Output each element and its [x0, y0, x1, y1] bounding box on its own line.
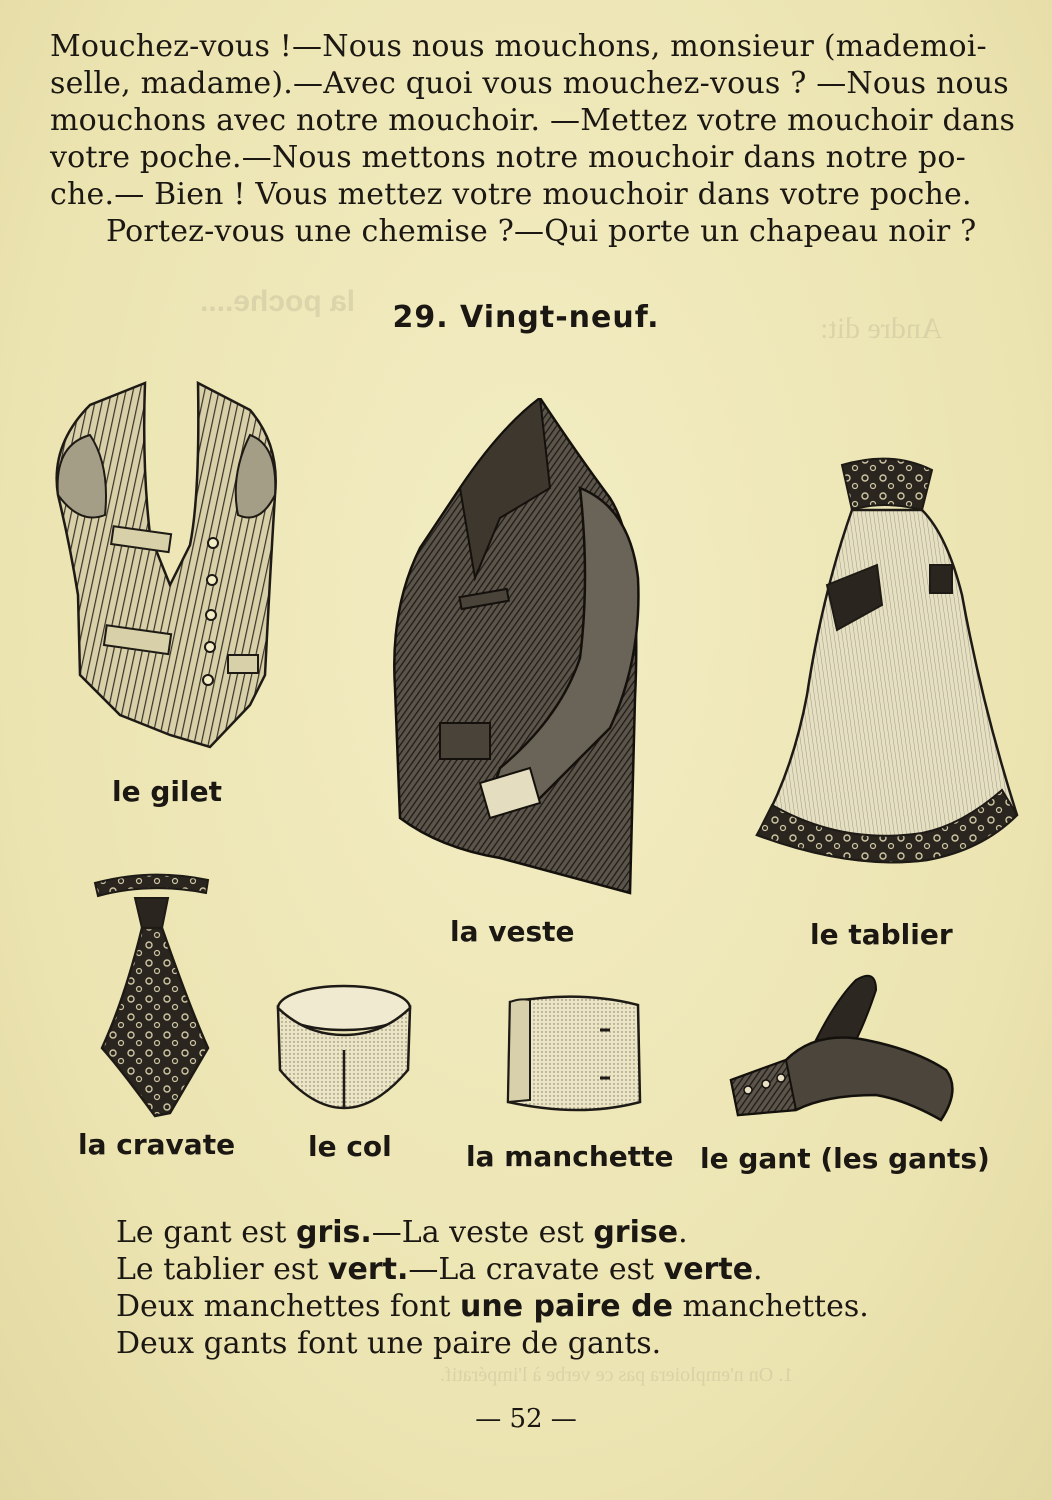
- sentence-bold: une paire de: [460, 1289, 673, 1324]
- intro-paragraph: [50, 28, 1030, 250]
- lesson-heading: 29. Vingt-neuf.: [392, 300, 660, 335]
- gilet-illustration: [50, 375, 280, 755]
- sentence-text: —La cravate est: [408, 1252, 664, 1287]
- sentence-text: .: [678, 1215, 688, 1250]
- caption-gilet: le gilet: [112, 775, 222, 808]
- caption-gant: le gant (les gants): [700, 1142, 990, 1175]
- intro-line: Mouchez-vous !—Nous nous mouchons, monsieur (mademoi-: [50, 29, 987, 64]
- sentence-text: .: [753, 1252, 763, 1287]
- caption-veste: la veste: [450, 915, 575, 948]
- sentence-line: [116, 1325, 1016, 1362]
- sentence-line: [116, 1288, 1016, 1325]
- manchette-illustration: [500, 990, 650, 1120]
- intro-line: votre poche.—Nous mettons notre mouchoir dans notre po-: [50, 140, 966, 175]
- sentence-text: Deux manchettes font: [116, 1289, 460, 1324]
- bleed-through-text: la poche....: [200, 285, 356, 318]
- bleed-through-text: Andre dit:: [820, 312, 943, 345]
- sentence-line: [116, 1214, 1016, 1251]
- intro-line: mouchons avec notre mouchoir. —Mettez votre mouchoir dans: [50, 103, 1016, 138]
- cravate-illustration: [90, 868, 220, 1118]
- col-illustration: [272, 980, 417, 1115]
- sentence-bold: verte: [663, 1252, 754, 1287]
- tablier-illustration: [752, 455, 1022, 875]
- caption-manchette: la manchette: [466, 1140, 674, 1173]
- page-number: — 52 —: [475, 1404, 577, 1434]
- sentence-text: manchettes.: [672, 1289, 869, 1324]
- sentence-bold: gris.: [295, 1215, 372, 1250]
- bleed-through-text: 1. On n'emploiera pas ce verbe à l'impératif.: [440, 1364, 794, 1386]
- intro-line: che.— Bien ! Vous mettez votre mouchoir dans votre poche.: [50, 177, 972, 212]
- intro-line: Portez-vous une chemise ?—Qui porte un chapeau noir ?: [106, 214, 977, 249]
- sentence-bold: vert.: [327, 1252, 409, 1287]
- caption-col: le col: [308, 1130, 392, 1163]
- caption-tablier: le tablier: [810, 918, 953, 951]
- sentence-line: [116, 1251, 1016, 1288]
- gant-illustration: [726, 970, 966, 1130]
- sentence-text: Le gant est: [116, 1215, 296, 1250]
- closing-sentences: [116, 1214, 1016, 1362]
- sentence-text: Deux gants font une paire de gants.: [116, 1326, 662, 1361]
- intro-line: selle, madame).—Avec quoi vous mouchez-vous ? —Nous nous: [50, 66, 1009, 101]
- sentence-text: —La veste est: [371, 1215, 594, 1250]
- veste-illustration: [380, 398, 645, 898]
- sentence-bold: grise: [593, 1215, 679, 1250]
- sentence-text: Le tablier est: [116, 1252, 328, 1287]
- caption-cravate: la cravate: [78, 1128, 236, 1161]
